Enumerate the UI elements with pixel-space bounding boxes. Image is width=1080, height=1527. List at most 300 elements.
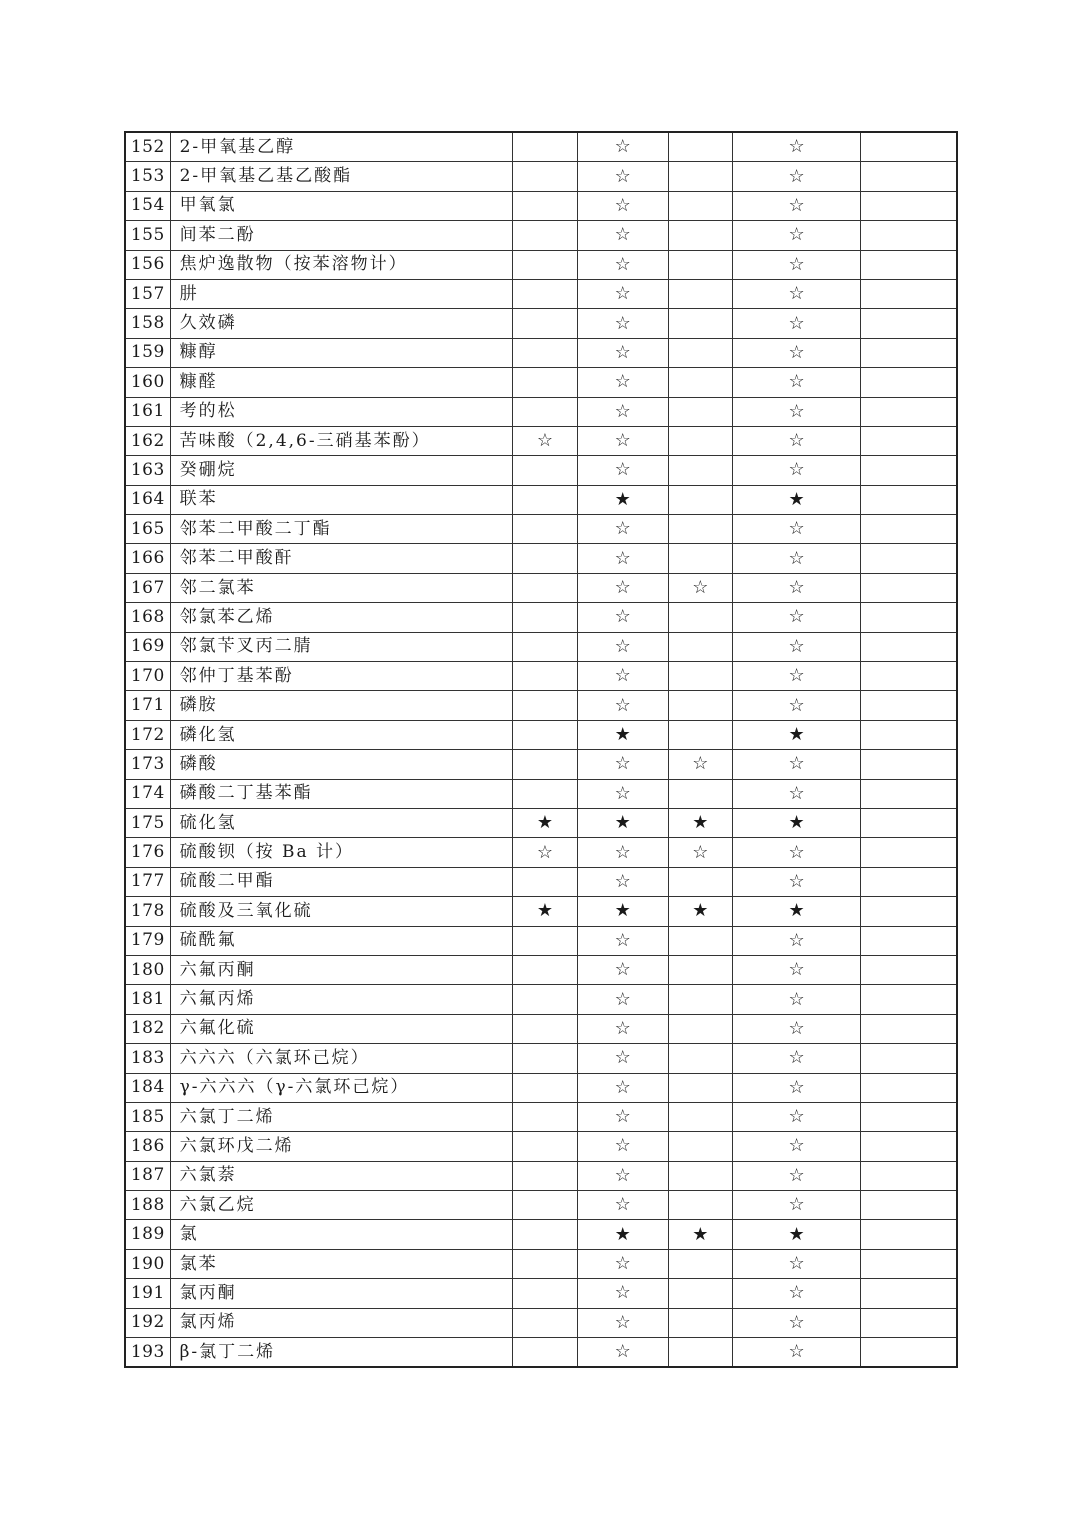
marker-col-5 [861,250,957,279]
row-number: 160 [125,368,170,397]
table-row [125,867,957,896]
marker-col-5 [861,750,957,779]
marker-col-5 [861,221,957,250]
marker-col-5 [861,1308,957,1337]
marker-col-5 [861,985,957,1014]
marker-col-5 [861,867,957,896]
substance-name: 六氯乙烷 [170,1191,513,1220]
marker-col-5 [861,191,957,220]
row-number: 156 [125,250,170,279]
row-number: 159 [125,338,170,367]
marker-col-5 [861,1191,957,1220]
marker-col-2: ☆ [577,1279,668,1308]
table-row [125,221,957,250]
marker-col-3 [668,1191,732,1220]
marker-col-1 [513,1044,577,1073]
marker-col-2: ☆ [577,162,668,191]
marker-col-5 [861,309,957,338]
substance-name: 硫酰氟 [170,926,513,955]
marker-col-1 [513,485,577,514]
marker-col-4: ☆ [732,544,860,573]
marker-col-4: ☆ [732,955,860,984]
table-row [125,279,957,308]
marker-col-1 [513,368,577,397]
marker-col-3 [668,1014,732,1043]
table-row [125,162,957,191]
marker-col-5 [861,1220,957,1249]
table-row [125,1073,957,1102]
substance-name: 六氟丙酮 [170,955,513,984]
marker-col-5 [861,691,957,720]
marker-col-4: ☆ [732,1249,860,1278]
marker-col-2: ☆ [577,1132,668,1161]
marker-col-2: ☆ [577,662,668,691]
row-number: 186 [125,1132,170,1161]
substance-name: 六氟丙烯 [170,985,513,1014]
marker-col-5 [861,955,957,984]
marker-col-4: ☆ [732,1338,860,1368]
row-number: 193 [125,1338,170,1368]
marker-col-4: ☆ [732,368,860,397]
marker-col-3 [668,867,732,896]
row-number: 170 [125,662,170,691]
marker-col-2: ☆ [577,426,668,455]
marker-col-4: ☆ [732,1014,860,1043]
substance-name: 磷酸 [170,750,513,779]
row-number: 179 [125,926,170,955]
marker-col-4: ☆ [732,662,860,691]
substance-name: 邻苯二甲酸二丁酯 [170,515,513,544]
marker-col-5 [861,720,957,749]
marker-col-5 [861,779,957,808]
marker-col-4: ☆ [732,456,860,485]
marker-col-4: ☆ [732,338,860,367]
marker-col-1 [513,250,577,279]
marker-col-1 [513,1220,577,1249]
marker-col-5 [861,544,957,573]
marker-col-2: ☆ [577,1102,668,1131]
marker-col-2: ☆ [577,838,668,867]
substance-name: 邻氯苄叉丙二腈 [170,632,513,661]
table-row [125,250,957,279]
substance-name: 2-甲氧基乙基乙酸酯 [170,162,513,191]
marker-col-2: ☆ [577,573,668,602]
marker-col-3 [668,250,732,279]
marker-col-3 [668,191,732,220]
row-number: 173 [125,750,170,779]
marker-col-4: ☆ [732,1132,860,1161]
marker-col-4: ☆ [732,691,860,720]
row-number: 184 [125,1073,170,1102]
marker-col-2: ☆ [577,309,668,338]
table-row [125,1220,957,1249]
marker-col-2: ☆ [577,368,668,397]
marker-col-1 [513,779,577,808]
marker-col-4: ☆ [732,397,860,426]
marker-col-5 [861,1102,957,1131]
marker-col-1 [513,1102,577,1131]
marker-col-4: ☆ [732,309,860,338]
marker-col-2: ☆ [577,250,668,279]
row-number: 155 [125,221,170,250]
marker-col-2: ☆ [577,955,668,984]
marker-col-1: ★ [513,808,577,837]
substance-name: 邻苯二甲酸酐 [170,544,513,573]
marker-col-5 [861,368,957,397]
marker-col-5 [861,897,957,926]
row-number: 189 [125,1220,170,1249]
marker-col-3 [668,779,732,808]
marker-col-1 [513,1191,577,1220]
substance-name: β-氯丁二烯 [170,1338,513,1368]
substance-name: 氯苯 [170,1249,513,1278]
table-row [125,1338,957,1368]
marker-col-4: ☆ [732,1279,860,1308]
marker-col-2: ☆ [577,132,668,162]
marker-col-3 [668,1308,732,1337]
marker-col-3 [668,485,732,514]
marker-col-1 [513,720,577,749]
row-number: 168 [125,603,170,632]
marker-col-5 [861,838,957,867]
substance-name: 硫酸及三氧化硫 [170,897,513,926]
marker-col-4: ☆ [732,750,860,779]
marker-col-3: ★ [668,897,732,926]
marker-col-2: ☆ [577,544,668,573]
marker-col-3 [668,1338,732,1368]
marker-col-2: ☆ [577,279,668,308]
row-number: 164 [125,485,170,514]
table-row [125,132,957,162]
table-row [125,456,957,485]
table-row [125,573,957,602]
marker-col-4: ☆ [732,132,860,162]
marker-col-1 [513,191,577,220]
table-row [125,632,957,661]
row-number: 185 [125,1102,170,1131]
table-row [125,1014,957,1043]
marker-col-5 [861,279,957,308]
marker-col-4: ☆ [732,250,860,279]
marker-col-4: ☆ [732,515,860,544]
row-number: 183 [125,1044,170,1073]
marker-col-4: ☆ [732,279,860,308]
table-row [125,1102,957,1131]
row-number: 171 [125,691,170,720]
marker-col-1 [513,955,577,984]
marker-col-1 [513,1132,577,1161]
marker-col-4: ★ [732,485,860,514]
marker-col-1 [513,603,577,632]
marker-col-5 [861,926,957,955]
marker-col-1 [513,1308,577,1337]
marker-col-2: ★ [577,720,668,749]
table-row [125,544,957,573]
marker-col-2: ☆ [577,515,668,544]
marker-col-5 [861,1161,957,1190]
marker-col-3 [668,309,732,338]
marker-col-2: ☆ [577,691,668,720]
marker-col-1 [513,456,577,485]
marker-col-4: ☆ [732,1073,860,1102]
marker-col-1 [513,867,577,896]
table-row [125,662,957,691]
marker-col-2: ☆ [577,1308,668,1337]
marker-col-3 [668,926,732,955]
table-row [125,1279,957,1308]
marker-col-1 [513,132,577,162]
row-number: 192 [125,1308,170,1337]
marker-col-2: ☆ [577,1338,668,1368]
marker-col-3 [668,1044,732,1073]
marker-col-4: ☆ [732,779,860,808]
marker-col-4: ★ [732,720,860,749]
row-number: 166 [125,544,170,573]
substance-name: 磷胺 [170,691,513,720]
table-row [125,1161,957,1190]
substance-name: 肼 [170,279,513,308]
marker-col-3 [668,1073,732,1102]
marker-col-3 [668,426,732,455]
marker-col-1 [513,985,577,1014]
marker-col-1 [513,573,577,602]
marker-col-4: ☆ [732,867,860,896]
marker-col-2: ☆ [577,397,668,426]
substance-name: 联苯 [170,485,513,514]
marker-col-3 [668,632,732,661]
marker-col-5 [861,573,957,602]
table-row [125,750,957,779]
table-row [125,191,957,220]
substance-name: 六氯环戊二烯 [170,1132,513,1161]
marker-col-5 [861,808,957,837]
marker-col-3 [668,1132,732,1161]
marker-col-5 [861,1132,957,1161]
row-number: 190 [125,1249,170,1278]
marker-col-2: ☆ [577,456,668,485]
marker-col-4: ☆ [732,426,860,455]
marker-col-3 [668,985,732,1014]
table-row [125,397,957,426]
row-number: 174 [125,779,170,808]
marker-col-5 [861,132,957,162]
marker-col-1: ★ [513,897,577,926]
marker-col-3 [668,515,732,544]
marker-col-2: ☆ [577,779,668,808]
marker-col-5 [861,1014,957,1043]
substance-name: 糠醛 [170,368,513,397]
marker-col-3 [668,279,732,308]
marker-col-3: ☆ [668,838,732,867]
marker-col-4: ☆ [732,1191,860,1220]
marker-col-4: ☆ [732,632,860,661]
marker-col-5 [861,426,957,455]
marker-col-2: ☆ [577,603,668,632]
marker-col-3 [668,603,732,632]
table-row [125,485,957,514]
table-row [125,309,957,338]
row-number: 161 [125,397,170,426]
substance-name: 氯丙酮 [170,1279,513,1308]
marker-col-1 [513,1338,577,1368]
marker-col-1: ☆ [513,426,577,455]
substance-name: 糠醇 [170,338,513,367]
marker-col-3 [668,662,732,691]
marker-col-2: ☆ [577,926,668,955]
row-number: 175 [125,808,170,837]
row-number: 169 [125,632,170,661]
substance-name: 硫化氢 [170,808,513,837]
marker-col-3: ☆ [668,573,732,602]
row-number: 181 [125,985,170,1014]
substance-name: 六氯萘 [170,1161,513,1190]
marker-col-2: ★ [577,897,668,926]
marker-col-1 [513,515,577,544]
marker-col-4: ☆ [732,191,860,220]
marker-col-3: ★ [668,1220,732,1249]
marker-col-5 [861,397,957,426]
substance-name: 氯丙烯 [170,1308,513,1337]
marker-col-1 [513,632,577,661]
table-row [125,338,957,367]
marker-col-5 [861,162,957,191]
marker-col-2: ☆ [577,1161,668,1190]
marker-col-1 [513,397,577,426]
marker-col-4: ☆ [732,162,860,191]
marker-col-3 [668,338,732,367]
marker-col-3 [668,162,732,191]
marker-col-5 [861,1279,957,1308]
marker-col-3 [668,544,732,573]
marker-col-5 [861,1073,957,1102]
marker-col-2: ☆ [577,1073,668,1102]
row-number: 172 [125,720,170,749]
marker-col-2: ★ [577,1220,668,1249]
marker-col-2: ☆ [577,985,668,1014]
table-row [125,691,957,720]
row-number: 153 [125,162,170,191]
row-number: 180 [125,955,170,984]
marker-col-3 [668,1102,732,1131]
marker-col-3: ☆ [668,750,732,779]
marker-col-2: ☆ [577,867,668,896]
marker-col-1 [513,338,577,367]
substance-name: 邻仲丁基苯酚 [170,662,513,691]
marker-col-2: ★ [577,485,668,514]
marker-col-4: ★ [732,1220,860,1249]
marker-col-5 [861,338,957,367]
table-row [125,426,957,455]
table-row [125,368,957,397]
marker-col-4: ☆ [732,1161,860,1190]
marker-col-3 [668,456,732,485]
marker-col-4: ☆ [732,985,860,1014]
table-body [125,132,957,1367]
marker-col-1 [513,1279,577,1308]
marker-col-1 [513,750,577,779]
marker-col-1 [513,662,577,691]
substance-name: 甲氧氯 [170,191,513,220]
table-row [125,1249,957,1278]
hazard-factor-table [124,131,958,1368]
marker-col-1 [513,691,577,720]
marker-col-4: ☆ [732,926,860,955]
substance-name: 久效磷 [170,309,513,338]
marker-col-3 [668,691,732,720]
marker-col-5 [861,456,957,485]
table-row [125,720,957,749]
marker-col-3 [668,720,732,749]
row-number: 178 [125,897,170,926]
marker-col-1 [513,279,577,308]
marker-col-4: ☆ [732,1044,860,1073]
table-row [125,897,957,926]
substance-name: 癸硼烷 [170,456,513,485]
substance-name: 考的松 [170,397,513,426]
marker-col-3 [668,1161,732,1190]
marker-col-1 [513,1161,577,1190]
substance-name: 氯 [170,1220,513,1249]
row-number: 163 [125,456,170,485]
marker-col-2: ☆ [577,338,668,367]
marker-col-2: ☆ [577,750,668,779]
marker-col-3 [668,221,732,250]
marker-col-1 [513,1073,577,1102]
marker-col-3: ★ [668,808,732,837]
marker-col-1 [513,162,577,191]
substance-name: 硫酸钡（按 Ba 计） [170,838,513,867]
marker-col-5 [861,485,957,514]
row-number: 188 [125,1191,170,1220]
marker-col-5 [861,603,957,632]
substance-name: 2-甲氧基乙醇 [170,132,513,162]
row-number: 158 [125,309,170,338]
table-row [125,808,957,837]
table-row [125,1044,957,1073]
marker-col-4: ★ [732,808,860,837]
marker-col-3 [668,368,732,397]
marker-col-2: ☆ [577,1191,668,1220]
marker-col-3 [668,1279,732,1308]
marker-col-2: ★ [577,808,668,837]
marker-col-3 [668,955,732,984]
substance-name: 焦炉逸散物（按苯溶物计） [170,250,513,279]
table-row [125,1132,957,1161]
table-row [125,955,957,984]
row-number: 182 [125,1014,170,1043]
table-row [125,985,957,1014]
substance-name: 间苯二酚 [170,221,513,250]
row-number: 176 [125,838,170,867]
substance-name: 六氯丁二烯 [170,1102,513,1131]
row-number: 167 [125,573,170,602]
marker-col-2: ☆ [577,1044,668,1073]
marker-col-4: ☆ [732,1308,860,1337]
marker-col-1 [513,1014,577,1043]
marker-col-5 [861,515,957,544]
table-row [125,838,957,867]
substance-name: 磷化氢 [170,720,513,749]
marker-col-2: ☆ [577,632,668,661]
marker-col-4: ★ [732,897,860,926]
substance-name: 六氟化硫 [170,1014,513,1043]
row-number: 154 [125,191,170,220]
marker-col-5 [861,662,957,691]
table-row [125,1308,957,1337]
row-number: 191 [125,1279,170,1308]
marker-col-1 [513,544,577,573]
row-number: 162 [125,426,170,455]
